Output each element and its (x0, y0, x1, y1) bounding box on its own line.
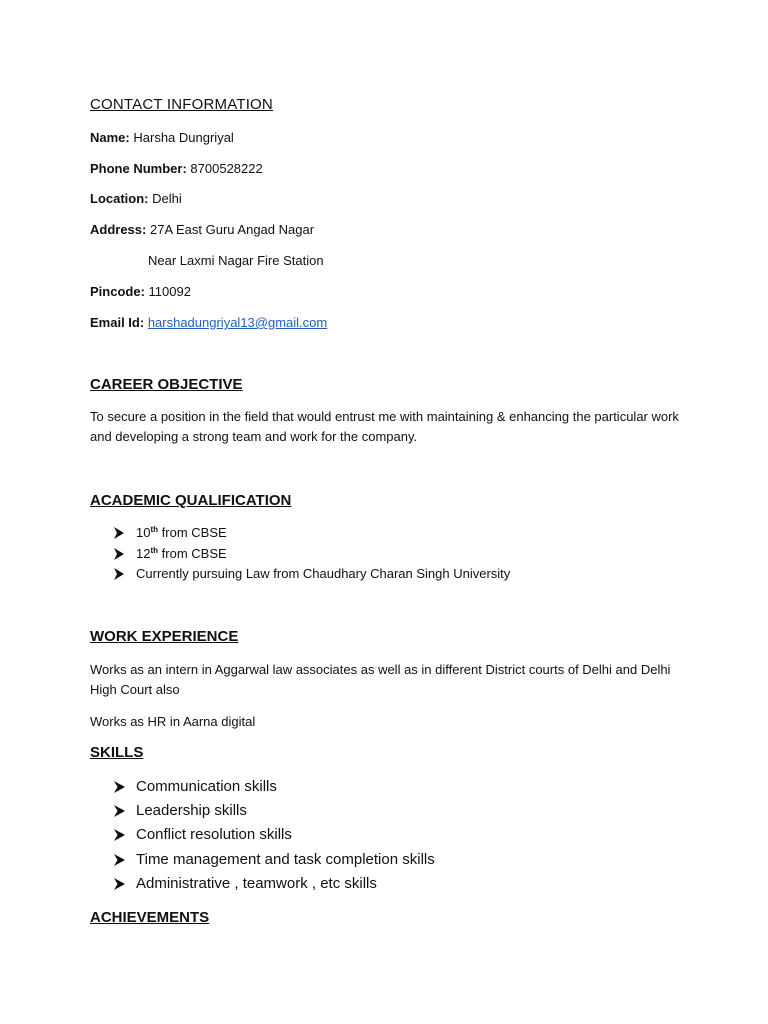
academic-item-suffix: from CBSE (158, 545, 227, 561)
skill-label: Time management and task completion skills (136, 850, 435, 868)
arrow-bullet-icon (113, 775, 126, 799)
academic-heading: ACADEMIC QUALIFICATION (90, 492, 292, 509)
skill-label: Conflict resolution skills (136, 826, 292, 844)
skill-label: Leadership skills (136, 802, 247, 820)
skill-label: Administrative , teamwork , etc skills (136, 874, 377, 892)
address-row (90, 221, 314, 238)
phone-row (90, 160, 263, 177)
location-value: Delhi (152, 191, 182, 206)
arrow-bullet-icon (113, 523, 125, 543)
location-label: Location: (90, 191, 149, 206)
skills-heading: SKILLS (90, 744, 144, 761)
pincode-row (90, 283, 191, 300)
skill-item (113, 799, 435, 823)
location-row (90, 190, 182, 207)
arrow-bullet-icon (113, 799, 126, 823)
academic-list (113, 523, 510, 585)
arrow-bullet-icon (113, 823, 126, 847)
name-value: Harsha Dungriyal (133, 130, 234, 145)
achievements-heading: ACHIEVEMENTS (90, 909, 210, 926)
arrow-bullet-icon (113, 544, 125, 564)
work-experience-text-1: Works as an intern in Aggarwal law associates as well as in different District courts of Delhi and Delhi High Court also (90, 662, 671, 697)
skill-item (113, 823, 435, 847)
skill-item (113, 775, 435, 799)
work-experience-heading: WORK EXPERIENCE (90, 628, 239, 645)
career-objective-text: To secure a position in the field that would entrust me with maintaining & enhancing the particular work and developing a strong team and work for the company. (90, 409, 679, 444)
academic-item (113, 523, 510, 544)
address-line-1: 27A East Guru Angad Nagar (149, 222, 315, 237)
academic-item-prefix: 10 (136, 525, 151, 540)
arrow-bullet-icon (113, 564, 125, 584)
address-label: Address: (90, 222, 147, 237)
phone-value: 8700528222 (190, 161, 263, 176)
email-link[interactable]: harshadungriyal13@gmail.com (147, 315, 328, 330)
address-line-2: Near Laxmi Nagar Fire Station (148, 253, 324, 268)
skills-list (113, 775, 435, 896)
name-label: Name: (90, 130, 130, 145)
work-experience-text-2: Works as HR in Aarna digital (90, 714, 256, 729)
pincode-value: 110092 (148, 284, 191, 299)
contact-heading: CONTACT INFORMATION (90, 96, 273, 113)
skill-label: Communication skills (136, 778, 277, 795)
academic-item-prefix: 12 (136, 545, 151, 561)
name-row (90, 129, 234, 146)
academic-item-suffix: from CBSE (158, 525, 227, 540)
academic-item (113, 544, 510, 565)
email-row (90, 314, 327, 331)
skill-item (113, 848, 435, 872)
phone-label: Phone Number: (90, 161, 187, 176)
academic-item (113, 564, 510, 585)
skill-item (113, 872, 435, 896)
arrow-bullet-icon (113, 872, 126, 896)
email-label: Email Id: (90, 315, 145, 330)
academic-item-sup: th (150, 525, 159, 534)
academic-item-prefix: Currently pursuing Law from Chaudhary Charan Singh University (136, 566, 511, 581)
arrow-bullet-icon (113, 848, 126, 872)
career-objective-heading: CAREER OBJECTIVE (90, 376, 243, 393)
academic-item-sup: th (150, 545, 159, 555)
pincode-label: Pincode: (90, 284, 145, 299)
